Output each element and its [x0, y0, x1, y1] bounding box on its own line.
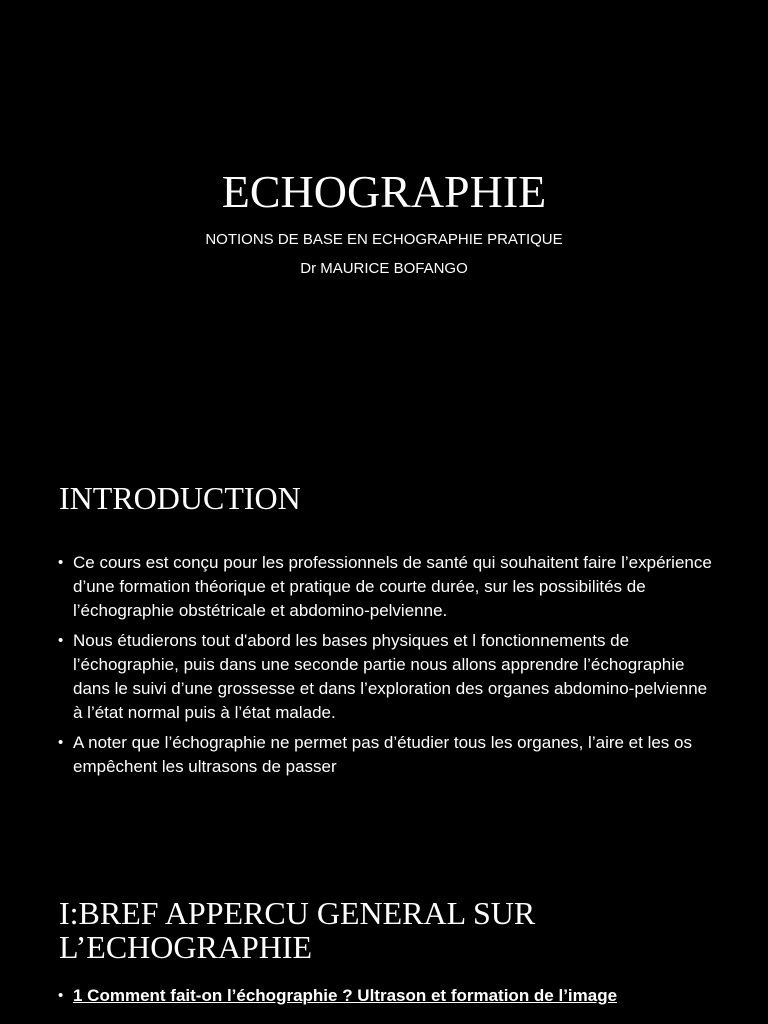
bullet-text: 1 Comment fait-on l’échographie ? Ultrason et formation de l’image	[73, 986, 618, 1005]
bullet-text: A noter que l’échographie ne permet pas d’étudier tous les organes, l’aire et les os empêchent les ultrasons de passer	[73, 733, 692, 776]
section-heading-line1: I:BREF APPERCU GENERAL SUR	[59, 895, 536, 931]
bullet-icon: •	[58, 734, 64, 751]
bullet-icon: •	[58, 632, 64, 649]
bullet-icon: •	[58, 554, 64, 571]
section-heading-line2: L’ECHOGRAPHIE	[59, 929, 313, 965]
introduction-bullet-list	[58, 551, 718, 785]
bullet-text: Ce cours est conçu pour les professionnels de santé qui souhaitent faire l’expérience d’une formation théorique et pratique de courte durée, sur les possibilités de l’échographie obstétricale et abdomino-pelvienne.	[73, 553, 712, 620]
presentation-subtitle: NOTIONS DE BASE EN ECHOGRAPHIE PRATIQUE	[205, 231, 563, 248]
presentation-author: Dr MAURICE BOFANGO	[300, 260, 468, 277]
bullet-text: Nous étudierons tout d'abord les bases physiques et l fonctionnements de l’échographie, puis dans une seconde partie nous allons apprendre l’échographie dans le suivi d’une grossesse et dans l’exploration des organes abdomino-pelvienne à l’état normal puis à l’état malade.	[73, 631, 708, 722]
list-item	[58, 731, 718, 779]
presentation-title: ECHOGRAPHIE	[221, 166, 547, 217]
bullet-icon: •	[58, 987, 64, 1004]
list-item	[58, 629, 718, 725]
list-item	[58, 984, 718, 1008]
introduction-heading: INTRODUCTION	[59, 480, 301, 516]
section-bullet-list	[58, 984, 718, 1014]
list-item	[58, 551, 718, 623]
